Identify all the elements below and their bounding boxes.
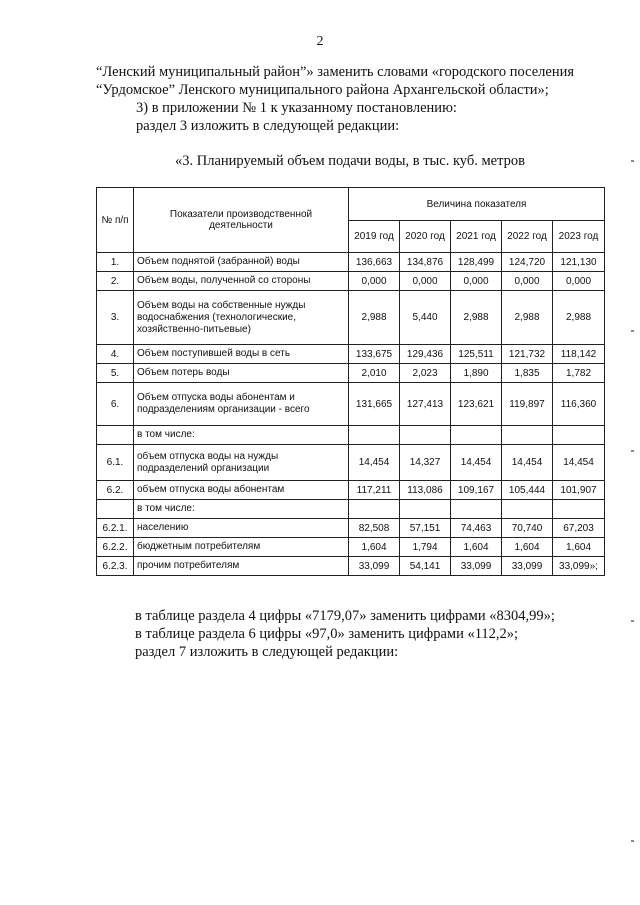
row-value: 134,876: [400, 253, 451, 272]
row-name: Объем воды, полученной со стороны: [134, 272, 349, 291]
row-value: 0,000: [400, 272, 451, 291]
row-value: 116,360: [553, 383, 605, 426]
row-value: [553, 500, 605, 519]
row-name: Объем отпуска воды абонентам и подразделениям организации - всего: [134, 383, 349, 426]
row-value: 131,665: [349, 383, 400, 426]
row-value: 127,413: [400, 383, 451, 426]
row-value: 133,675: [349, 345, 400, 364]
row-number: 3.: [97, 291, 134, 345]
row-value: 1,604: [553, 538, 605, 557]
row-value: [553, 426, 605, 445]
row-value: 118,142: [553, 345, 605, 364]
row-value: 5,440: [400, 291, 451, 345]
outro-line: раздел 7 изложить в следующей редакции:: [135, 644, 399, 660]
row-value: [349, 500, 400, 519]
row-value: 14,327: [400, 445, 451, 481]
intro-line: 3) в приложении № 1 к указанному постановлению:: [136, 100, 457, 116]
row-value: [451, 500, 502, 519]
row-value: 0,000: [451, 272, 502, 291]
intro-line: раздел 3 изложить в следующей редакции:: [136, 118, 400, 134]
table-row: [97, 445, 605, 481]
row-value: 14,454: [451, 445, 502, 481]
table-row: [97, 291, 605, 345]
row-value: 2,988: [502, 291, 553, 345]
header-value: Величина показателя: [349, 188, 605, 221]
row-number: 2.: [97, 272, 134, 291]
row-value: 1,782: [553, 364, 605, 383]
row-value: 0,000: [553, 272, 605, 291]
header-year: 2022 год: [502, 221, 553, 253]
scan-mark: [631, 160, 634, 162]
row-value: [451, 426, 502, 445]
row-value: 129,436: [400, 345, 451, 364]
row-number: 6.2.: [97, 481, 134, 500]
row-number: 6.2.1.: [97, 519, 134, 538]
row-value: 123,621: [451, 383, 502, 426]
row-value: 1,604: [451, 538, 502, 557]
intro-line: “Ленский муниципальный район”» заменить словами «городского поселения: [96, 64, 575, 80]
table-row: [97, 272, 605, 291]
row-number: 6.: [97, 383, 134, 426]
row-name: в том числе:: [134, 500, 349, 519]
row-number: 6.2.3.: [97, 557, 134, 576]
row-value: 33,099: [502, 557, 553, 576]
row-value: 54,141: [400, 557, 451, 576]
row-value: 0,000: [349, 272, 400, 291]
row-value: 14,454: [349, 445, 400, 481]
row-name: объем отпуска воды на нужды подразделений организации: [134, 445, 349, 481]
header-year: 2020 год: [400, 221, 451, 253]
row-value: 82,508: [349, 519, 400, 538]
row-value: 14,454: [553, 445, 605, 481]
table-row: [97, 557, 605, 576]
row-value: [400, 426, 451, 445]
row-number: 5.: [97, 364, 134, 383]
row-value: [349, 426, 400, 445]
section-title: «3. Планируемый объем подачи воды, в тыс. куб. метров: [175, 153, 525, 169]
table-row: [97, 383, 605, 426]
row-number: 6.1.: [97, 445, 134, 481]
row-name: Объем поднятой (забранной) воды: [134, 253, 349, 272]
row-number: 6.2.2.: [97, 538, 134, 557]
row-value: 0,000: [502, 272, 553, 291]
header-year: 2023 год: [553, 221, 605, 253]
row-value: 128,499: [451, 253, 502, 272]
row-value: 70,740: [502, 519, 553, 538]
table-row: [97, 253, 605, 272]
row-value: 33,099: [349, 557, 400, 576]
row-name: прочим потребителям: [134, 557, 349, 576]
table-row: [97, 500, 605, 519]
row-value: 101,907: [553, 481, 605, 500]
table-row: [97, 364, 605, 383]
row-name: населению: [134, 519, 349, 538]
header-number: № п/п: [97, 188, 134, 253]
outro-text: [135, 607, 615, 661]
row-value: 125,511: [451, 345, 502, 364]
row-value: 117,211: [349, 481, 400, 500]
intro-line: “Урдомское” Ленского муниципального района Архангельской области»;: [96, 82, 549, 98]
scan-mark: [631, 840, 634, 842]
row-value: 1,890: [451, 364, 502, 383]
scan-mark: [631, 330, 634, 332]
row-name: Объем воды на собственные нужды водоснабжения (технологические, хозяйственно-питьевые): [134, 291, 349, 345]
row-value: 2,010: [349, 364, 400, 383]
row-number: [97, 500, 134, 519]
table-row: [97, 481, 605, 500]
scan-mark: [631, 450, 634, 452]
row-value: 2,023: [400, 364, 451, 383]
row-value: 136,663: [349, 253, 400, 272]
row-value: [400, 500, 451, 519]
page-number: 2: [316, 34, 324, 49]
table-row: [97, 519, 605, 538]
row-value: 121,130: [553, 253, 605, 272]
row-value: 14,454: [502, 445, 553, 481]
row-value: 1,604: [349, 538, 400, 557]
row-number: 1.: [97, 253, 134, 272]
outro-line: в таблице раздела 4 цифры «7179,07» заменить цифрами «8304,99»;: [135, 608, 555, 624]
scan-mark: [631, 620, 634, 622]
row-value: 121,732: [502, 345, 553, 364]
table-row: [97, 345, 605, 364]
intro-text: [96, 63, 616, 135]
row-value: 57,151: [400, 519, 451, 538]
row-name: Объем потерь воды: [134, 364, 349, 383]
row-name: бюджетным потребителям: [134, 538, 349, 557]
row-value: 1,604: [502, 538, 553, 557]
row-value: 2,988: [553, 291, 605, 345]
table-row: [97, 538, 605, 557]
row-value: 124,720: [502, 253, 553, 272]
row-number: 4.: [97, 345, 134, 364]
row-value: 105,444: [502, 481, 553, 500]
water-supply-table: [96, 187, 605, 576]
row-value: 2,988: [451, 291, 502, 345]
row-number: [97, 426, 134, 445]
row-value: 67,203: [553, 519, 605, 538]
row-value: 1,835: [502, 364, 553, 383]
row-value: [502, 500, 553, 519]
row-name: объем отпуска воды абонентам: [134, 481, 349, 500]
header-indicator: Показатели производственной деятельности: [134, 188, 349, 253]
row-name: Объем поступившей воды в сеть: [134, 345, 349, 364]
row-value: 1,794: [400, 538, 451, 557]
row-value: 33,099: [451, 557, 502, 576]
row-name: в том числе:: [134, 426, 349, 445]
row-value: 109,167: [451, 481, 502, 500]
row-value: 113,086: [400, 481, 451, 500]
table-row: [97, 426, 605, 445]
row-value: 74,463: [451, 519, 502, 538]
row-value: 119,897: [502, 383, 553, 426]
outro-line: в таблице раздела 6 цифры «97,0» заменить цифрами «112,2»;: [135, 626, 519, 642]
row-value: [502, 426, 553, 445]
header-year: 2021 год: [451, 221, 502, 253]
row-value: 33,099»;: [553, 557, 605, 576]
header-year: 2019 год: [349, 221, 400, 253]
row-value: 2,988: [349, 291, 400, 345]
